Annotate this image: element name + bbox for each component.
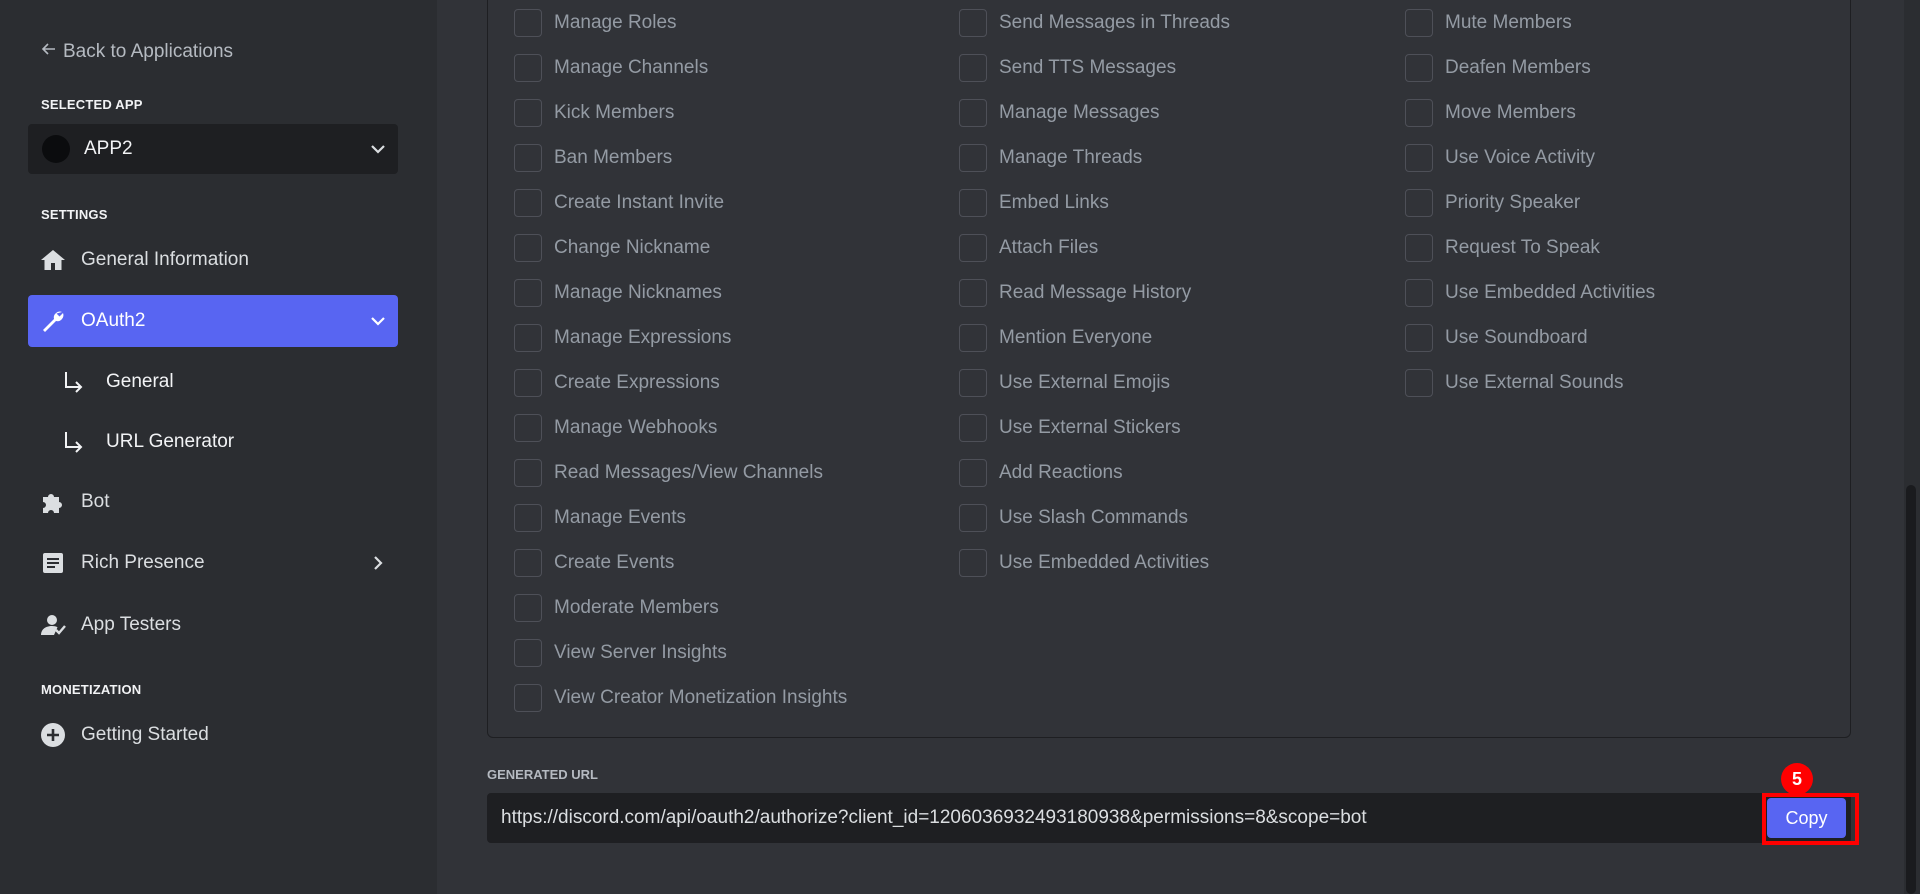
sub-arrow-icon	[62, 370, 90, 394]
sidebar-subitem-general[interactable]	[62, 358, 398, 406]
person-icon	[39, 611, 67, 639]
permission-label: Move Members	[1445, 102, 1576, 123]
puzzle-icon	[39, 488, 67, 516]
permission-label: Read Messages/View Channels	[554, 462, 823, 483]
sidebar-item-getting-started[interactable]	[28, 709, 398, 761]
permission-label: Read Message History	[999, 282, 1192, 303]
permission-checkbox-row[interactable]	[514, 453, 823, 493]
permission-checkbox[interactable]	[959, 234, 987, 262]
permission-checkbox[interactable]	[1405, 369, 1433, 397]
generated-url-heading: GENERATED URL	[487, 767, 598, 782]
permission-checkbox-row[interactable]	[514, 3, 677, 43]
permission-checkbox-row[interactable]	[514, 318, 731, 358]
permission-label: Manage Messages	[999, 102, 1160, 123]
permission-checkbox[interactable]	[959, 369, 987, 397]
step-number-badge: 5	[1781, 763, 1813, 795]
permission-checkbox[interactable]	[959, 99, 987, 127]
sidebar	[0, 0, 437, 894]
permission-label: Manage Expressions	[554, 327, 732, 348]
permission-checkbox[interactable]	[959, 279, 987, 307]
permission-label: Mention Everyone	[999, 327, 1153, 348]
permission-checkbox[interactable]	[959, 504, 987, 532]
permission-checkbox[interactable]	[514, 144, 542, 172]
permission-checkbox-row[interactable]	[1405, 363, 1624, 403]
sidebar-subitem-url-generator[interactable]	[62, 418, 398, 466]
permission-checkbox[interactable]	[514, 9, 542, 37]
permission-checkbox[interactable]	[514, 99, 542, 127]
permission-checkbox-row[interactable]	[959, 363, 1170, 403]
home-icon	[39, 246, 67, 274]
permission-checkbox-row[interactable]	[959, 408, 1181, 448]
sidebar-item-label: App Testers	[81, 614, 181, 635]
permission-checkbox-row[interactable]	[959, 453, 1123, 493]
permission-label: Deafen Members	[1445, 57, 1591, 78]
permission-checkbox[interactable]	[959, 144, 987, 172]
permission-checkbox[interactable]	[514, 369, 542, 397]
permission-label: View Server Insights	[554, 642, 727, 663]
arrow-left-icon	[41, 41, 57, 63]
permission-checkbox[interactable]	[959, 414, 987, 442]
sidebar-item-label: General Information	[81, 249, 249, 270]
permission-checkbox[interactable]	[959, 549, 987, 577]
sidebar-item-label: Getting Started	[81, 724, 209, 745]
permission-label: Send TTS Messages	[999, 57, 1177, 78]
permission-checkbox-row[interactable]	[1405, 228, 1600, 268]
permission-checkbox-row[interactable]	[514, 93, 674, 133]
selected-app-heading: SELECTED APP	[41, 97, 143, 112]
permission-label: Add Reactions	[999, 462, 1123, 483]
permission-label: Embed Links	[999, 192, 1109, 213]
permission-checkbox-row[interactable]	[959, 543, 1209, 583]
permission-label: Manage Nicknames	[554, 282, 722, 303]
permission-checkbox[interactable]	[514, 504, 542, 532]
permission-checkbox-row[interactable]	[514, 543, 674, 583]
permission-checkbox[interactable]	[1405, 234, 1433, 262]
sidebar-item-general-information[interactable]	[28, 234, 398, 286]
permission-checkbox-row[interactable]	[514, 228, 710, 268]
permission-label: Change Nickname	[554, 237, 711, 258]
permission-label: Create Events	[554, 552, 675, 573]
back-to-applications-link[interactable]	[41, 41, 233, 63]
permission-checkbox-row[interactable]	[514, 183, 724, 223]
permission-checkbox-row[interactable]	[514, 363, 720, 403]
permission-checkbox[interactable]	[514, 189, 542, 217]
generated-url-value: https://discord.com/api/oauth2/authorize?client_id=1206036932493180938&permissions=8&scope=bot	[501, 807, 1367, 828]
permission-label: Manage Roles	[554, 12, 677, 33]
permission-label: Send Messages in Threads	[999, 12, 1230, 33]
permission-label: Manage Threads	[999, 147, 1143, 168]
permission-checkbox-row[interactable]	[514, 678, 847, 718]
permission-checkbox[interactable]	[514, 234, 542, 262]
permission-checkbox[interactable]	[1405, 9, 1433, 37]
permission-checkbox[interactable]	[959, 9, 987, 37]
permission-label: Use Slash Commands	[999, 507, 1189, 528]
permission-checkbox[interactable]	[514, 54, 542, 82]
app-avatar	[42, 135, 70, 163]
permission-label: Attach Files	[999, 237, 1099, 258]
permission-checkbox-row[interactable]	[514, 498, 686, 538]
permission-label: Use External Sounds	[1445, 372, 1624, 393]
permission-label: Use Voice Activity	[1445, 147, 1595, 168]
sidebar-item-label: OAuth2	[81, 310, 146, 331]
back-link-label: Back to Applications	[63, 41, 234, 62]
permission-checkbox[interactable]	[514, 459, 542, 487]
permission-checkbox-row[interactable]	[514, 138, 672, 178]
permission-label: View Creator Monetization Insights	[554, 687, 848, 708]
permission-label: Create Expressions	[554, 372, 720, 393]
permission-checkbox[interactable]	[514, 414, 542, 442]
permission-checkbox-row[interactable]	[1405, 3, 1572, 43]
permission-checkbox-row[interactable]	[959, 3, 1230, 43]
permission-checkbox[interactable]	[514, 549, 542, 577]
permission-label: Manage Webhooks	[554, 417, 718, 438]
permission-label: Manage Events	[554, 507, 687, 528]
sidebar-item-bot[interactable]	[28, 476, 398, 528]
permission-checkbox-row[interactable]	[514, 588, 719, 628]
permission-checkbox-row[interactable]	[514, 48, 708, 88]
permission-checkbox[interactable]	[1405, 144, 1433, 172]
permission-checkbox-row[interactable]	[1405, 93, 1576, 133]
permission-checkbox-row[interactable]	[959, 318, 1152, 358]
permission-checkbox-row[interactable]	[514, 633, 727, 673]
sidebar-subitem-label: URL Generator	[106, 431, 235, 452]
permission-label: Use Embedded Activities	[999, 552, 1210, 573]
permission-label: Mute Members	[1445, 12, 1572, 33]
permission-checkbox-row[interactable]	[1405, 183, 1580, 223]
sidebar-subitem-label: General	[106, 371, 174, 392]
permission-checkbox[interactable]	[514, 594, 542, 622]
permission-checkbox[interactable]	[1405, 99, 1433, 127]
permission-checkbox-row[interactable]	[1405, 273, 1655, 313]
generated-url-field[interactable]	[487, 793, 1851, 843]
permission-checkbox-row[interactable]	[959, 138, 1142, 178]
permission-checkbox[interactable]	[514, 279, 542, 307]
permission-checkbox-row[interactable]	[1405, 318, 1588, 358]
chevron-right-icon	[358, 555, 398, 571]
permission-label: Use Soundboard	[1445, 327, 1588, 348]
sidebar-item-app-testers[interactable]	[28, 599, 398, 651]
sidebar-item-oauth2[interactable]	[28, 295, 398, 347]
permission-checkbox-row[interactable]	[514, 408, 717, 448]
permission-checkbox-row[interactable]	[959, 183, 1109, 223]
permission-label: Use External Stickers	[999, 417, 1181, 438]
permission-checkbox[interactable]	[959, 324, 987, 352]
chevron-down-icon	[358, 316, 398, 326]
permission-checkbox[interactable]	[1405, 279, 1433, 307]
plus-circle-icon	[39, 721, 67, 749]
permission-checkbox[interactable]	[514, 639, 542, 667]
permission-label: Moderate Members	[554, 597, 719, 618]
document-icon	[39, 549, 67, 577]
permission-label: Ban Members	[554, 147, 673, 168]
permission-label: Priority Speaker	[1445, 192, 1581, 213]
permission-checkbox[interactable]	[514, 324, 542, 352]
permission-label: Kick Members	[554, 102, 675, 123]
permission-label: Manage Channels	[554, 57, 709, 78]
permission-checkbox-row[interactable]	[1405, 138, 1595, 178]
monetization-heading: MONETIZATION	[41, 682, 142, 697]
permission-checkbox[interactable]	[514, 684, 542, 712]
permission-label: Request To Speak	[1445, 237, 1600, 258]
wrench-icon	[39, 307, 67, 335]
permission-label: Use External Emojis	[999, 372, 1171, 393]
sidebar-item-rich-presence[interactable]	[28, 537, 398, 589]
copy-button[interactable]: Copy	[1767, 798, 1846, 838]
sub-arrow-icon	[62, 430, 90, 454]
permission-checkbox[interactable]	[1405, 189, 1433, 217]
permission-checkbox-row[interactable]	[514, 273, 722, 313]
permission-checkbox[interactable]	[959, 54, 987, 82]
chevron-down-icon	[358, 144, 398, 154]
permission-checkbox[interactable]	[1405, 54, 1433, 82]
scrollbar-thumb[interactable]	[1906, 485, 1916, 894]
app-name: APP2	[84, 138, 133, 159]
permission-checkbox-row[interactable]	[959, 228, 1098, 268]
sidebar-item-label: Rich Presence	[81, 552, 205, 573]
permission-checkbox[interactable]	[1405, 324, 1433, 352]
permission-checkbox-row[interactable]	[959, 48, 1176, 88]
permission-checkbox[interactable]	[959, 459, 987, 487]
app-selector[interactable]	[28, 124, 398, 174]
permission-checkbox-row[interactable]	[1405, 48, 1591, 88]
permission-checkbox-row[interactable]	[959, 93, 1160, 133]
permission-checkbox-row[interactable]	[959, 273, 1191, 313]
permission-label: Create Instant Invite	[554, 192, 725, 213]
sidebar-item-label: Bot	[81, 491, 110, 512]
permission-checkbox-row[interactable]	[959, 498, 1188, 538]
permission-label: Use Embedded Activities	[1445, 282, 1656, 303]
settings-heading: SETTINGS	[41, 207, 108, 222]
permission-checkbox[interactable]	[959, 189, 987, 217]
